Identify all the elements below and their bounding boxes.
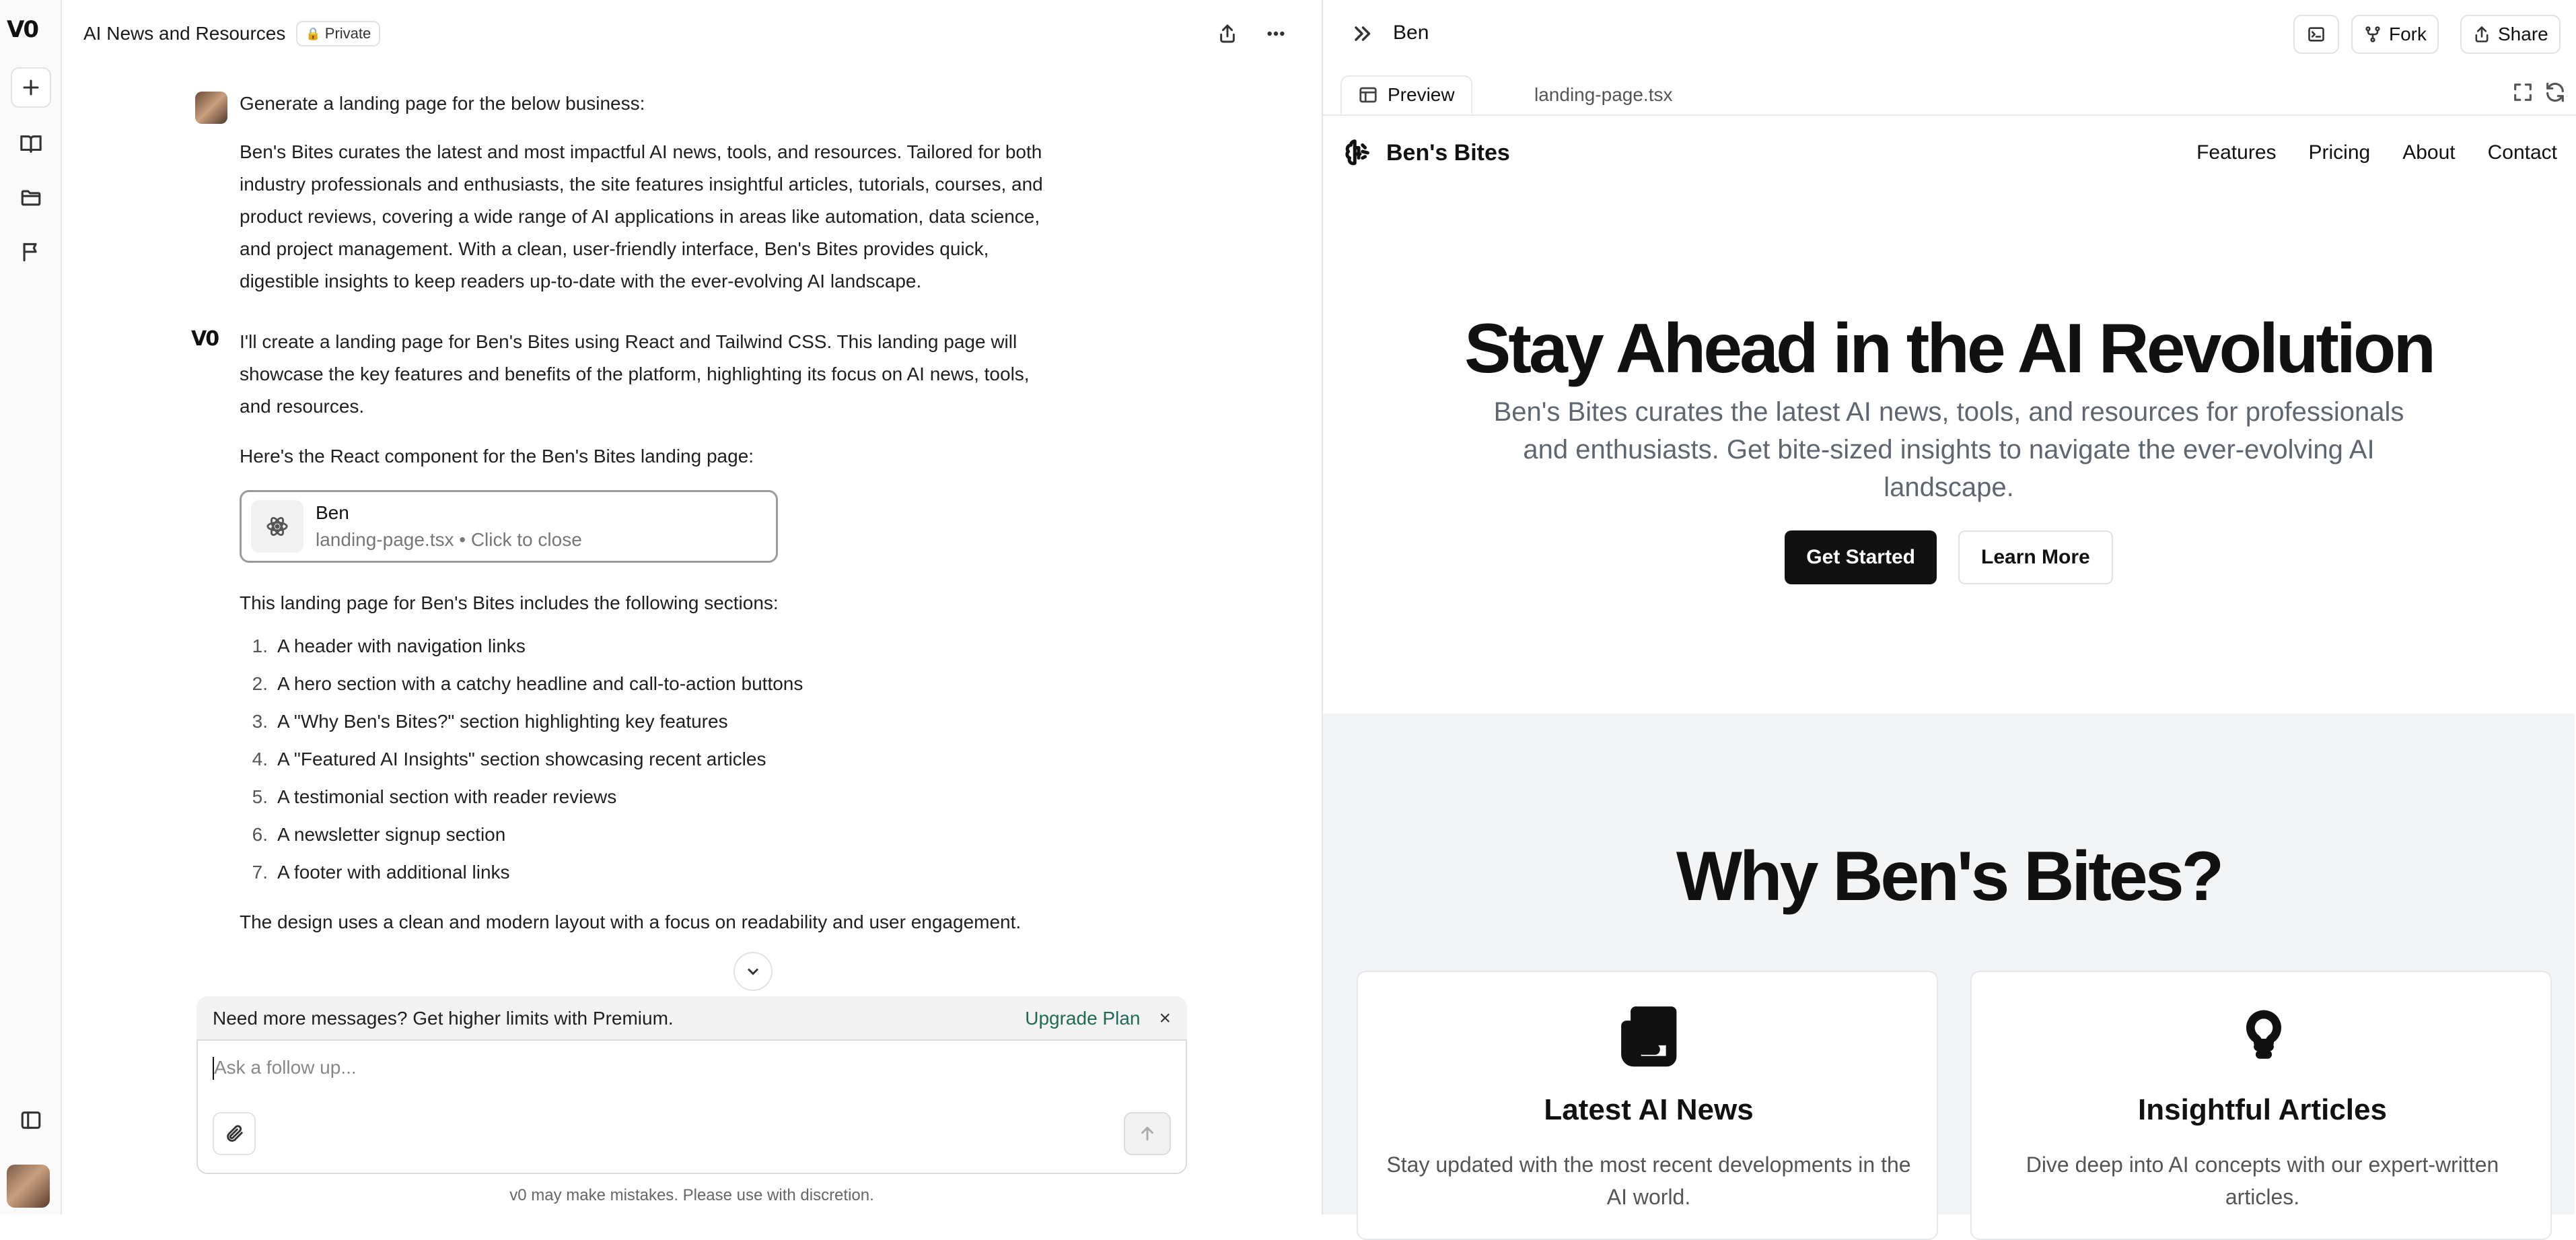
folder-icon <box>20 186 42 209</box>
user-avatar[interactable] <box>7 1165 50 1208</box>
new-chat-button[interactable] <box>11 67 51 108</box>
private-badge[interactable] <box>296 21 380 46</box>
feature-title: Latest AI News <box>1544 1093 1754 1126</box>
tab-preview[interactable]: Preview <box>1340 75 1472 114</box>
book-open-icon <box>20 133 42 156</box>
feature-description: Stay updated with the most recent developments in the AI world. <box>1386 1152 1911 1209</box>
user-message-avatar <box>195 92 227 124</box>
close-banner-button[interactable]: × <box>1159 1007 1171 1029</box>
sections-intro-text: This landing page for Ben's Bites includes the following sections: <box>240 592 779 613</box>
list-item: 5. A testimonial section with reader reviews <box>252 786 617 807</box>
code-file-card[interactable] <box>240 490 778 563</box>
nav-link-pricing[interactable]: Pricing <box>2308 141 2371 164</box>
why-section <box>1323 714 2575 1214</box>
feature-title: Insightful Articles <box>2138 1093 2387 1126</box>
ellipsis-icon <box>1265 23 1287 44</box>
refresh-icon <box>2544 81 2567 104</box>
upgrade-text: Need more messages? Get higher limits with Premium. <box>213 1008 674 1029</box>
preview-toolbar <box>1323 0 2576 67</box>
rendered-landing-page <box>1323 117 2575 1214</box>
chat-title[interactable]: AI News and Resources <box>83 23 286 44</box>
scroll-to-bottom-button[interactable] <box>734 952 773 991</box>
expand-icon <box>2511 81 2534 104</box>
get-started-button[interactable]: Get Started <box>1785 530 1937 584</box>
paperclip-icon <box>224 1124 244 1144</box>
hero-section <box>1323 117 2575 640</box>
why-title: Why Ben's Bites? <box>1676 837 2222 916</box>
feature-card-articles <box>1970 971 2552 1240</box>
feature-description: Dive deep into AI concepts with our expert-written articles. <box>2026 1152 2499 1209</box>
list-item: 2. A hero section with a catchy headline and call-to-action buttons <box>252 673 803 694</box>
arrow-up-icon <box>1137 1124 1157 1144</box>
preview-title: Ben <box>1393 22 1429 44</box>
projects-button[interactable] <box>11 178 51 218</box>
list-item: 4. A "Featured AI Insights" section showcasing recent articles <box>252 749 766 769</box>
chevrons-right-icon <box>1350 22 1374 46</box>
send-button[interactable] <box>1124 1112 1171 1155</box>
learn-more-button[interactable]: Learn More <box>1958 530 2113 584</box>
more-options-button[interactable] <box>1261 19 1291 48</box>
nav-link-about[interactable]: About <box>2402 141 2456 164</box>
chat-panel <box>62 0 1322 1214</box>
collapse-preview-button[interactable] <box>1350 22 1374 46</box>
chevron-down-icon <box>744 962 762 981</box>
toggle-sidebar-button[interactable] <box>11 1100 51 1140</box>
share-icon <box>1217 23 1238 44</box>
hero-title: Stay Ahead in the AI Revolution <box>1464 310 2433 388</box>
follow-up-input[interactable] <box>196 1039 1187 1174</box>
share-icon <box>2472 25 2491 44</box>
input-placeholder: Ask a follow up... <box>214 1057 357 1078</box>
refresh-button[interactable] <box>2544 81 2568 105</box>
file-card-subtitle: landing-page.tsx • Click to close <box>316 529 582 550</box>
brand-name: Ben's Bites <box>1386 139 1510 166</box>
share-label: Share <box>2498 24 2548 44</box>
v0-logo[interactable]: V0 <box>7 16 38 43</box>
sidebar-icon <box>20 1109 42 1132</box>
browser-window-icon <box>1358 85 1378 105</box>
user-message <box>195 88 1151 298</box>
terminal-icon <box>2307 25 2326 44</box>
design-note-text: The design uses a clean and modern layout with a focus on readability and user engagement. <box>240 911 1022 932</box>
fork-button[interactable] <box>2351 15 2439 54</box>
sections-list <box>240 627 1151 891</box>
preview-tabs <box>1323 73 2576 116</box>
share-button[interactable] <box>2460 15 2561 54</box>
share-chat-button[interactable] <box>1213 19 1242 48</box>
list-item: 6. A newsletter signup section <box>252 824 506 845</box>
newspaper-icon <box>1622 1004 1678 1066</box>
terminal-button[interactable] <box>2293 15 2339 54</box>
upgrade-banner <box>196 996 1187 1041</box>
flag-icon <box>20 240 42 263</box>
message-list <box>191 88 1151 990</box>
list-item: 1. A header with navigation links <box>252 635 526 656</box>
feedback-button[interactable] <box>11 232 51 272</box>
list-item: 3. A "Why Ben's Bites?" section highlighting key features <box>252 711 728 732</box>
assistant-message <box>191 326 1151 938</box>
lightbulb-icon <box>2241 1004 2287 1066</box>
nav-link-contact[interactable]: Contact <box>2487 141 2557 164</box>
assistant-logo: V0 <box>191 327 219 351</box>
preview-panel <box>1322 0 2575 1214</box>
chat-header <box>62 0 1322 67</box>
tab-code-file[interactable]: landing-page.tsx <box>1534 84 1673 105</box>
react-icon <box>251 500 303 553</box>
private-label: Private <box>324 25 371 42</box>
nav-link-features[interactable]: Features <box>2196 141 2277 164</box>
hero-buttons <box>1323 530 2575 584</box>
assistant-component-text: Here's the React component for the Ben's Bites landing page: <box>240 446 754 467</box>
feature-card-news <box>1357 971 1938 1240</box>
attach-button[interactable] <box>213 1112 256 1155</box>
fullscreen-button[interactable] <box>2511 81 2536 105</box>
disclaimer-text: v0 may make mistakes. Please use with discretion. <box>509 1186 874 1204</box>
fork-label: Fork <box>2389 24 2427 44</box>
user-prompt-text: Generate a landing page for the below business: <box>240 93 645 114</box>
user-business-text: Ben's Bites curates the latest and most impactful AI news, tools, and resources. Tailored for both industry professionals and enthusiasts, the site features insightful articles, tutorials, courses, and product reviews, covering a wide range of AI applications in areas like automation, data science, and project management. With a clean, user-friendly interface, Ben's Bites provides quick, digestible insights to keep readers up-to-date with the ever-evolving AI landscape. <box>240 141 1043 291</box>
git-fork-icon <box>2363 25 2382 44</box>
plus-icon <box>20 76 42 99</box>
file-card-title: Ben <box>316 502 349 523</box>
upgrade-plan-link[interactable]: Upgrade Plan <box>1025 1008 1141 1029</box>
lock-icon: 🔒 <box>306 26 321 40</box>
icon-rail <box>0 0 62 1214</box>
hero-subtitle: Ben's Bites curates the latest AI news, tools, and resources for professionals and enthusiasts. Get bite-sized insights to navigate the ever-evolving AI landscape. <box>1493 397 2404 502</box>
library-button[interactable] <box>11 124 51 164</box>
assistant-intro-text: I'll create a landing page for Ben's Bites using React and Tailwind CSS. This landing page will showcase the key features and benefits of the platform, highlighting its focus on AI news, tools, and resources. <box>240 331 1030 417</box>
list-item: 7. A footer with additional links <box>252 862 510 883</box>
